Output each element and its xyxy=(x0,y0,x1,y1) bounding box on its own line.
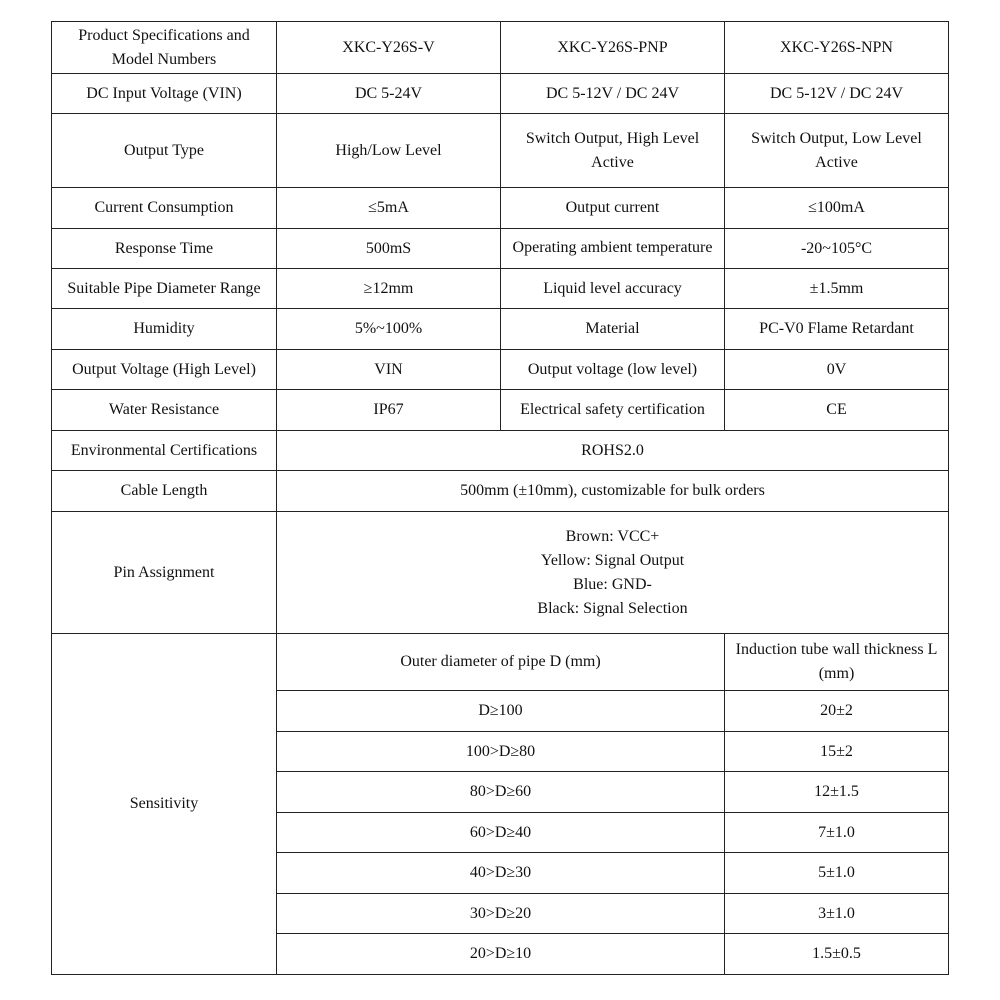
spec-table xyxy=(51,21,949,975)
diameter-cell: 100>D≥80 xyxy=(277,732,725,772)
pin-yellow: Yellow: Signal Output xyxy=(540,551,685,569)
model-pnp: XKC-Y26S-PNP xyxy=(501,22,725,74)
diameter-cell: 30>D≥20 xyxy=(277,894,725,934)
output-current-label: Output current xyxy=(501,188,725,229)
env-value: ROHS2.0 xyxy=(277,431,949,471)
thickness-cell: 3±1.0 xyxy=(725,894,949,934)
current-label: Current Consumption xyxy=(52,188,277,229)
pin-black: Black: Signal Selection xyxy=(537,599,688,617)
env-row xyxy=(52,431,949,471)
pin-row xyxy=(52,512,949,634)
output-voltage-row xyxy=(52,350,949,390)
water-label: Water Resistance xyxy=(52,390,277,431)
thickness-cell: 12±1.5 xyxy=(725,772,949,813)
dc-input-npn: DC 5-12V / DC 24V xyxy=(725,74,949,114)
thickness-cell: 20±2 xyxy=(725,691,949,732)
dc-input-v: DC 5-24V xyxy=(277,74,501,114)
diameter-cell: 80>D≥60 xyxy=(277,772,725,813)
diameter-cell: D≥100 xyxy=(277,691,725,732)
pipe-row xyxy=(52,269,949,309)
output-type-pnp: Switch Output, High Level Active xyxy=(501,114,725,188)
response-label: Response Time xyxy=(52,229,277,269)
diameter-cell: 60>D≥40 xyxy=(277,813,725,853)
sensitivity-header-row xyxy=(52,634,949,691)
safety-cert-label: Electrical safety certification xyxy=(501,390,725,431)
cable-label: Cable Length xyxy=(52,471,277,512)
model-npn: XKC-Y26S-NPN xyxy=(725,22,949,74)
response-value: 500mS xyxy=(277,229,501,269)
ambient-temp-cell xyxy=(501,229,725,269)
diameter-header: Outer diameter of pipe D (mm) xyxy=(277,634,725,691)
material-value: PC-V0 Flame Retardant xyxy=(725,309,949,350)
pipe-label: Suitable Pipe Diameter Range xyxy=(52,269,277,309)
thickness-cell: 15±2 xyxy=(725,732,949,772)
output-type-v: High/Low Level xyxy=(277,114,501,188)
output-voltage-high-value: VIN xyxy=(277,350,501,390)
diameter-cell: 40>D≥30 xyxy=(277,853,725,894)
output-voltage-high-label: Output Voltage (High Level) xyxy=(52,350,277,390)
thickness-cell: 7±1.0 xyxy=(725,813,949,853)
humidity-value: 5%~100% xyxy=(277,309,501,350)
material-label: Material xyxy=(501,309,725,350)
output-type-row xyxy=(52,114,949,188)
pin-brown: Brown: VCC+ xyxy=(565,527,660,545)
sensitivity-label: Sensitivity xyxy=(52,634,277,975)
humidity-label: Humidity xyxy=(52,309,277,350)
cable-row xyxy=(52,471,949,512)
cable-value: 500mm (±10mm), customizable for bulk orders xyxy=(277,471,949,512)
accuracy-value: ±1.5mm xyxy=(725,269,949,309)
diameter-cell: 20>D≥10 xyxy=(277,934,725,975)
spec-label-header: Product Specifications and Model Numbers xyxy=(52,22,277,74)
ambient-temp-label: Operating ambient temperature xyxy=(512,239,713,256)
output-current-value: ≤100mA xyxy=(725,188,949,229)
humidity-row xyxy=(52,309,949,350)
output-type-npn: Switch Output, Low Level Active xyxy=(725,114,949,188)
current-value: ≤5mA xyxy=(277,188,501,229)
accuracy-label: Liquid level accuracy xyxy=(501,269,725,309)
water-value: IP67 xyxy=(277,390,501,431)
output-voltage-low-value: 0V xyxy=(725,350,949,390)
pin-label: Pin Assignment xyxy=(52,512,277,634)
pipe-value: ≥12mm xyxy=(277,269,501,309)
dc-input-row xyxy=(52,74,949,114)
current-row xyxy=(52,188,949,229)
header-row xyxy=(52,22,949,74)
pin-blue: Blue: GND- xyxy=(573,575,652,593)
response-row xyxy=(52,229,949,269)
dc-input-label: DC Input Voltage (VIN) xyxy=(52,74,277,114)
output-voltage-low-label: Output voltage (low level) xyxy=(501,350,725,390)
thickness-cell: 5±1.0 xyxy=(725,853,949,894)
pin-values xyxy=(277,512,949,634)
ambient-temp-value: -20~105°C xyxy=(725,229,949,269)
water-row xyxy=(52,390,949,431)
safety-cert-value: CE xyxy=(725,390,949,431)
thickness-header: Induction tube wall thickness L (mm) xyxy=(725,634,949,691)
output-type-label: Output Type xyxy=(52,114,277,188)
env-label: Environmental Certifications xyxy=(52,431,277,471)
thickness-cell: 1.5±0.5 xyxy=(725,934,949,975)
dc-input-pnp: DC 5-12V / DC 24V xyxy=(501,74,725,114)
model-v: XKC-Y26S-V xyxy=(277,22,501,74)
